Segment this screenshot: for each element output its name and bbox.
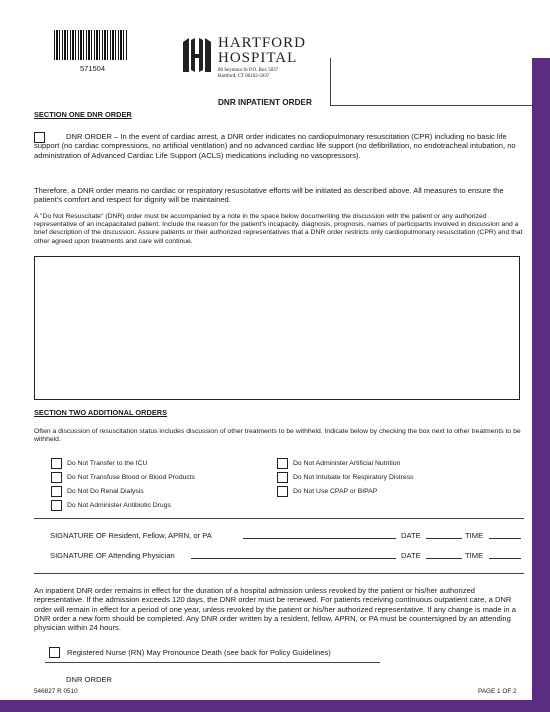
barcode (54, 30, 128, 60)
option-checkbox[interactable] (51, 472, 62, 483)
hospital-logo-text (218, 36, 306, 80)
option-checkbox[interactable] (51, 486, 62, 497)
dnr-order-text: DNR ORDER – In the event of cardiac arrest, a DNR order indicates no cardiopulmonary resuscitation (CPR) including no basic life support (no cardiac compressions, no artificial ventilation) and no advanced cardiac life support (no defibrillation, no endotracheal intubation, no administration of Advanced Cardiac Life Support (ACLS) medications including no vasopressors). (34, 132, 516, 160)
option-no-transfusion: Do Not Transfuse Blood or Blood Products (67, 474, 196, 481)
note-instructions: A "Do Not Resuscitate" (DNR) order must be accompanied by a note in the space below documenting the discussion with the patient or any authorized representative of an incapacitated patient. Include the reason for the patient's incapacity, diagnosis, prognosis, names of participants involved in discussion and a brief description of the discussion. Assure patients or their authorized representatives that a DNR order restricts only cardiopulmonary resuscitation (CPR) and that other agreed upon treatments and care will continue. (34, 213, 523, 245)
option-checkbox[interactable] (51, 500, 62, 511)
option-no-dialysis: Do Not Do Renal Dialysis (67, 488, 144, 495)
section-one-heading: SECTION ONE DNR ORDER (34, 110, 132, 119)
option-checkbox[interactable] (51, 458, 62, 469)
option-checkbox[interactable] (277, 472, 288, 483)
section-two-heading: SECTION TWO ADDITIONAL ORDERS (34, 408, 168, 417)
rn-pronounce-checkbox[interactable] (49, 647, 60, 658)
resident-date-field[interactable] (426, 538, 462, 539)
barcode-number: 571504 (80, 64, 106, 73)
attending-signature-field[interactable] (191, 558, 396, 559)
patient-label-area (330, 58, 533, 106)
divider (34, 573, 524, 574)
logo-address-1: 80 Seymour St P.O. Box 5037 (218, 68, 279, 73)
logo-address-2: Hartford, CT 06102-5037 (218, 74, 270, 79)
resident-signature-label: SIGNATURE OF Resident, Fellow, APRN, or PA (50, 531, 212, 540)
attending-date-field[interactable] (426, 558, 462, 559)
hospital-logo-icon (181, 36, 213, 74)
resident-date-label: DATE (401, 531, 421, 540)
option-no-cpap-bipap: Do Not Use CPAP or BIPAP (293, 488, 378, 495)
resident-time-label: TIME (465, 531, 484, 540)
page-number: PAGE 1 OF 2 (478, 688, 517, 695)
option-no-artificial-nutrition: Do Not Administer Artificial Nutrition (293, 460, 401, 467)
option-checkbox[interactable] (277, 458, 288, 469)
section-two-intro: Often a discussion of resuscitation status includes discussion of other treatments to be withheld. Indicate below by checking the box next to other treatments to be withheld. (34, 428, 521, 444)
divider (34, 518, 524, 519)
bottom-form-title: DNR ORDER (66, 675, 112, 684)
attending-time-label: TIME (465, 551, 484, 560)
resident-time-field[interactable] (489, 538, 521, 539)
form-code: 546827 R 0510 (34, 688, 78, 695)
rn-pronounce-label: Registered Nurse (RN) May Pronounce Death (see back for Policy Guidelines) (67, 648, 331, 657)
rn-box-underline (45, 662, 380, 663)
side-accent-bar (532, 58, 550, 712)
attending-signature-label: SIGNATURE OF Attending Physician (50, 551, 175, 560)
discussion-note-field[interactable] (34, 256, 520, 400)
therefore-text: Therefore, a DNR order means no cardiac or respiratory resuscitative efforts will be initiated as described above. All measures to ensure the patient's comfort and respect for dignity will be maintained. (34, 186, 504, 205)
dnr-duration-text: An inpatient DNR order remains in effect for the duration of a hospital admission unless revoked by the patient or his/her authorized representative. If the admission exceeds 120 days, the DNR order must be renewed. For patients receiving continuous outpatient care, a DNR order will remain in effect for a period of one year, unless revoked by the patient or his/her authorized representative. If any change is made in a DNR order a new form should be completed. Any DNR order written by a resident, fellow, APRN, or PA must be countersigned by an attending physician within 24 hours. (34, 586, 516, 633)
resident-signature-field[interactable] (243, 538, 396, 539)
option-checkbox[interactable] (277, 486, 288, 497)
logo-line-2: HOSPITAL (218, 50, 298, 66)
form-title: DNR INPATIENT ORDER (218, 98, 312, 107)
logo-line-1: HARTFORD (218, 35, 306, 51)
bottom-accent-bar (0, 700, 550, 712)
option-no-antibiotics: Do Not Administer Antibiotic Drugs (67, 502, 171, 509)
option-no-intubation: Do Not Intubate for Respiratory Distress (293, 474, 414, 481)
attending-date-label: DATE (401, 551, 421, 560)
attending-time-field[interactable] (489, 558, 521, 559)
option-no-icu-transfer: Do Not Transfer to the ICU (67, 460, 148, 467)
